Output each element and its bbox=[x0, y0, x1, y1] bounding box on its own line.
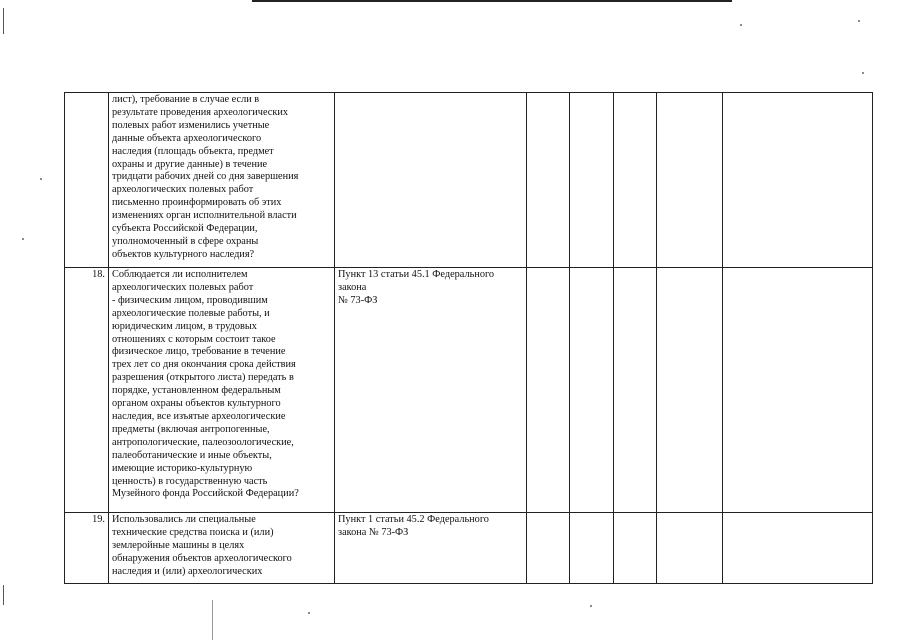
top-scan-border bbox=[252, 0, 732, 2]
answer-no-cell bbox=[570, 93, 614, 268]
answer-yes-cell bbox=[527, 513, 570, 584]
scan-artifact-left-bottom bbox=[3, 585, 4, 605]
notes-cell bbox=[723, 93, 873, 268]
requirement-question: лист), требование в случае если в результате проведения археологических полевых работ изменились учетные данные объекта археологического наследия (площадь объекта, предмет охраны и другие данные) в течение тридцати рабочих дней со дня завершения археологических полевых работ письменно проинформировать об этих изменениях орган исполнительной власти субъекта Российской Федерации, уполномоченный в сфере охраны объектов культурного наследия? bbox=[109, 93, 335, 268]
requirement-question: Использовались ли специальные технические средства поиска и (или) землеройные машины в целях обнаружения объектов археологического наследия и (или) археологических bbox=[109, 513, 335, 584]
scan-speck bbox=[858, 20, 860, 22]
legal-reference: Пункт 1 статьи 45.2 Федерального закона № 73-ФЗ bbox=[335, 513, 527, 584]
answer-yes-cell bbox=[527, 268, 570, 513]
legal-reference bbox=[335, 93, 527, 268]
answer-na-cell bbox=[614, 268, 657, 513]
answer-na-cell bbox=[614, 513, 657, 584]
table-row bbox=[65, 268, 873, 513]
scan-artifact-left bbox=[3, 8, 4, 34]
table-row bbox=[65, 513, 873, 584]
answer-no-cell bbox=[570, 513, 614, 584]
scan-speck bbox=[22, 238, 24, 240]
answer-yes-cell bbox=[527, 93, 570, 268]
notes-cell bbox=[723, 268, 873, 513]
row-number bbox=[65, 93, 109, 268]
requirement-question: Соблюдается ли исполнителем археологических полевых работ - физическим лицом, проводившим археологические полевые работы, и юридическим лицом, в трудовых отношениях с которым состоит такое физическое лицо, требование в течение трех лет со дня окончания срока действия разрешения (открытого листа) передать в порядке, установленном федеральным органом охраны объектов культурного наследия, все изъятые археологические предметы (включая антропогенные, антропологические, палеозоологические, палеоботанические и иные объекты, имеющие историко-культурную ценность) в государственную часть Музейного фонда Российской Федерации? bbox=[109, 268, 335, 513]
scan-speck bbox=[740, 24, 742, 26]
legal-reference: Пункт 13 статьи 45.1 Федерального закона № 73-ФЗ bbox=[335, 268, 527, 513]
scan-speck bbox=[40, 178, 42, 180]
extra-cell bbox=[657, 268, 723, 513]
scan-speck bbox=[862, 72, 864, 74]
row-number: 18. bbox=[65, 268, 109, 513]
scan-speck bbox=[590, 605, 592, 607]
checklist-table bbox=[64, 92, 873, 584]
answer-na-cell bbox=[614, 93, 657, 268]
notes-cell bbox=[723, 513, 873, 584]
answer-no-cell bbox=[570, 268, 614, 513]
extra-cell bbox=[657, 93, 723, 268]
extra-cell bbox=[657, 513, 723, 584]
row-number: 19. bbox=[65, 513, 109, 584]
scan-artifact-bottom bbox=[212, 600, 213, 640]
scan-speck bbox=[308, 612, 310, 614]
table-row bbox=[65, 93, 873, 268]
